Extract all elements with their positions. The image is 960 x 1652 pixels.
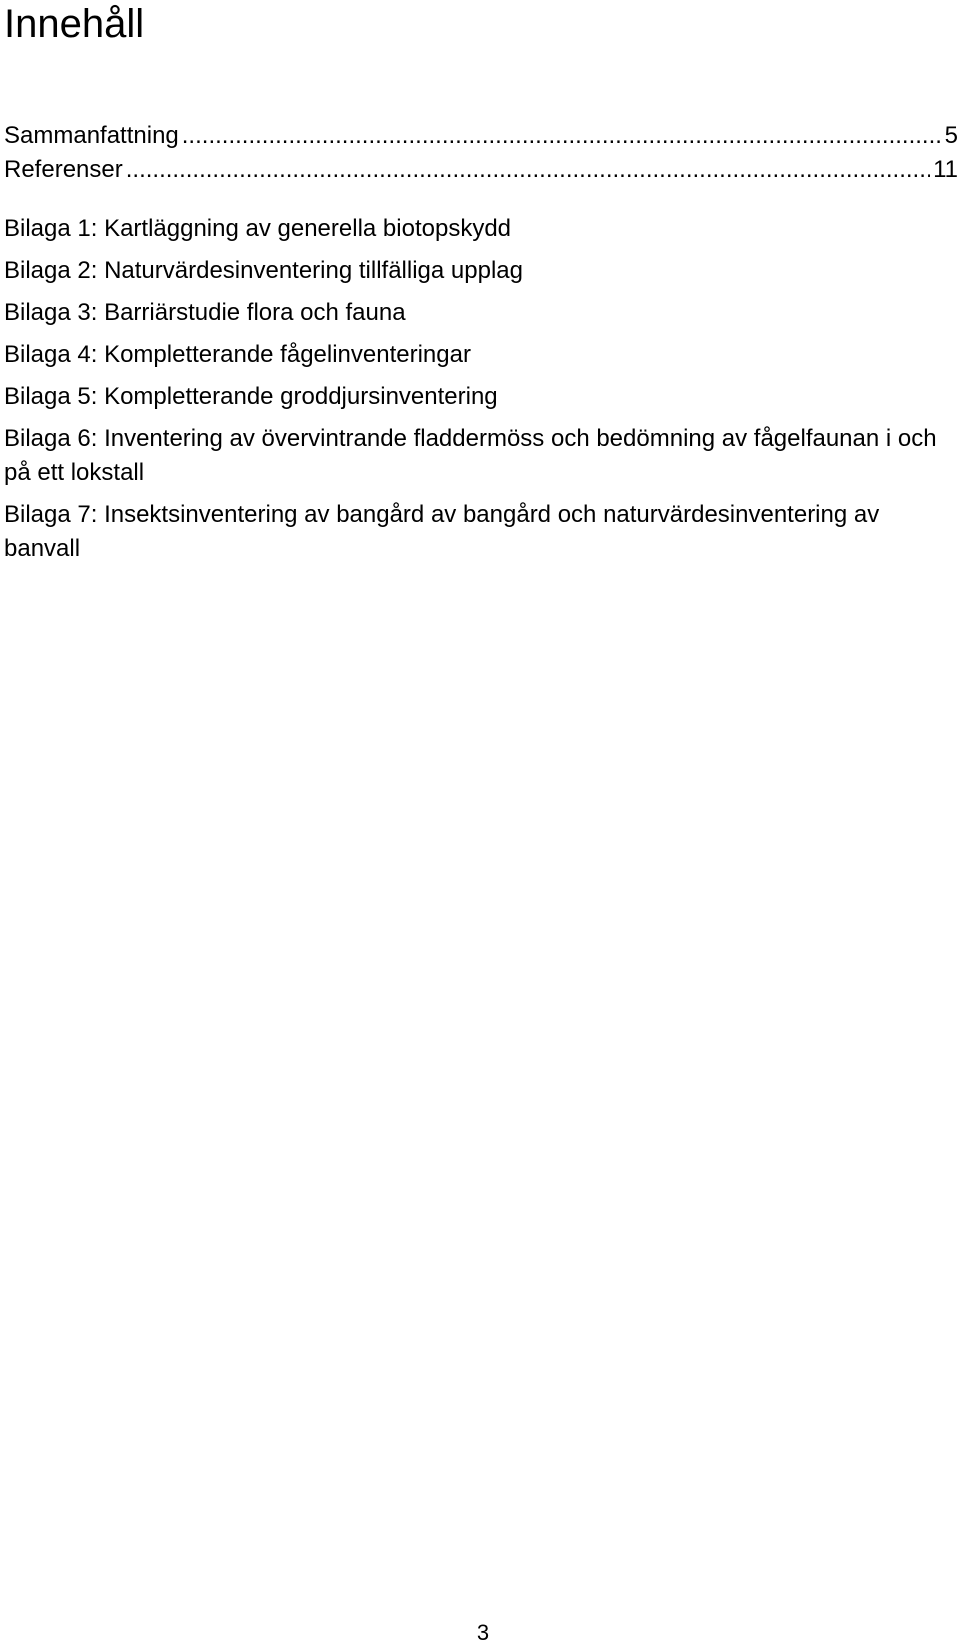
- toc-entry-sammanfattning[interactable]: [4, 122, 958, 156]
- toc-dot-leader: [126, 156, 930, 184]
- toc-entry-page: 11: [933, 156, 958, 183]
- appendix-item-7[interactable]: Bilaga 7: Insektsinventering av bangård av bangård och naturvärdesinventering av banvall: [4, 501, 880, 562]
- appendix-item-5[interactable]: Bilaga 5: Kompletterande groddjursinventering: [4, 383, 498, 410]
- toc-dot-leader: [182, 122, 942, 150]
- appendix-item-6[interactable]: Bilaga 6: Inventering av övervintrande fladdermöss och bedömning av fågelfaunan i och på ett lokstall: [4, 425, 937, 486]
- appendix-item-2[interactable]: Bilaga 2: Naturvärdesinventering tillfälliga upplag: [4, 257, 523, 284]
- toc-entry-label: Referenser: [4, 156, 123, 183]
- toc-entry-referenser[interactable]: [4, 156, 958, 190]
- appendix-item-1[interactable]: Bilaga 1: Kartläggning av generella biotopskydd: [4, 215, 512, 242]
- appendix-list: [4, 212, 954, 574]
- appendix-item-4[interactable]: Bilaga 4: Kompletterande fågelinventeringar: [4, 341, 471, 368]
- appendix-item-3[interactable]: Bilaga 3: Barriärstudie flora och fauna: [4, 299, 406, 326]
- table-of-contents: [4, 122, 958, 190]
- toc-entry-label: Sammanfattning: [4, 122, 179, 149]
- page-title: Innehåll: [4, 2, 145, 46]
- toc-entry-page: 5: [944, 122, 958, 149]
- page-number: 3: [476, 1620, 490, 1645]
